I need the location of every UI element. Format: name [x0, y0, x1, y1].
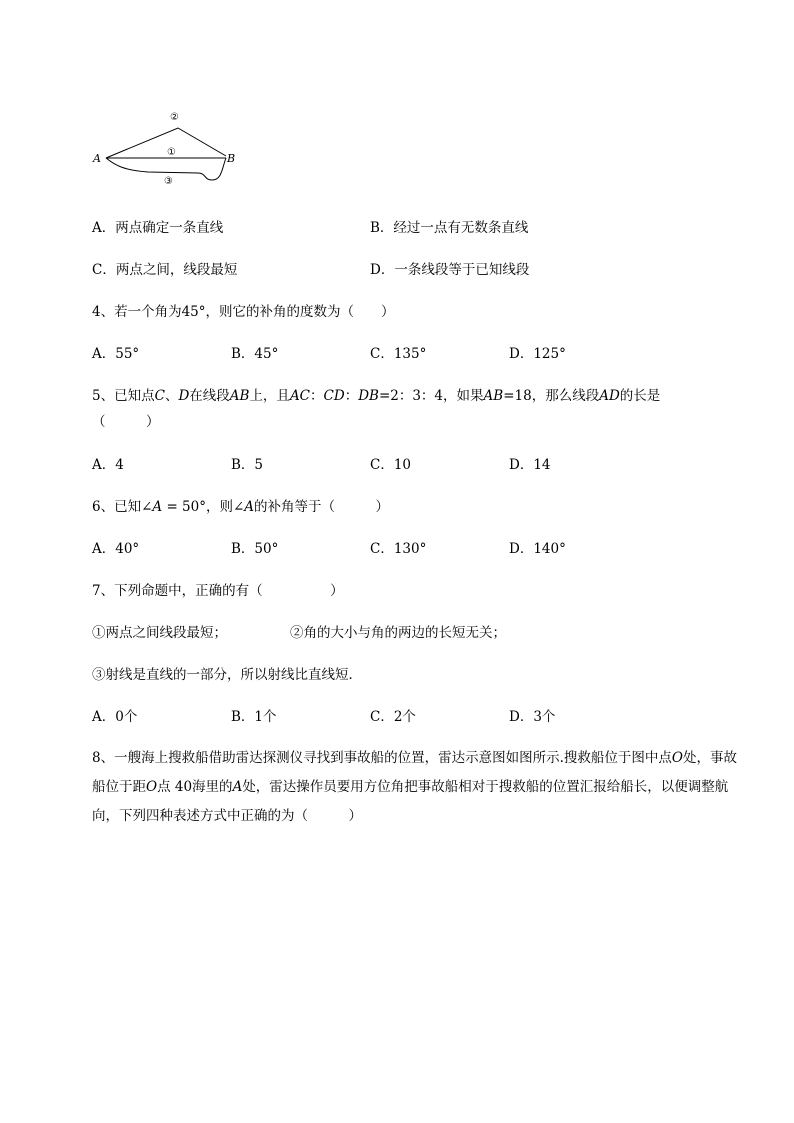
q5-text: 的长是 — [619, 388, 661, 404]
q8-stem — [92, 744, 742, 831]
q6-option-a: A．40° — [92, 541, 140, 557]
point-b-label: B — [227, 152, 236, 165]
q4-stem: 4、若一个角为45°，则它的补角的度数为（ ） — [92, 304, 395, 320]
q3-option-a: A．两点确定一条直线 — [92, 220, 224, 236]
q6-var-a: A — [152, 499, 163, 515]
q5-var-ab2: AB — [483, 388, 504, 404]
q4-option-d: D．125° — [509, 346, 566, 362]
q3-option-d: D．一条线段等于已知线段 — [370, 262, 530, 278]
q6-var-a2: A — [244, 499, 255, 515]
q8-text: 点 40海里的 — [157, 779, 233, 795]
q3-option-b: B．经过一点有无数条直线 — [370, 220, 529, 236]
q5-text: 、 — [164, 388, 179, 404]
q7-option-d: D．3个 — [509, 709, 556, 725]
q5-var-cd: CD — [323, 388, 345, 404]
q6-text: 的补角等于（ ） — [254, 499, 390, 515]
q5-option-a: A．4 — [92, 457, 124, 473]
q6-text: 6、已知∠ — [92, 499, 153, 515]
q5-text: 上，且 — [249, 388, 290, 404]
q3-option-c: C．两点之间，线段最短 — [92, 262, 238, 278]
q5-text: 在线段 — [189, 388, 230, 404]
q8-text: 处，事故船位于距 — [92, 750, 737, 795]
q5-option-b: B．5 — [231, 457, 264, 473]
q7-stem: 7、下列命题中，正确的有（ ） — [92, 583, 344, 599]
q7-item-2: ②角的大小与角的两边的长短无关； — [290, 625, 506, 641]
route-2-path — [106, 128, 226, 158]
route-2-label: ② — [170, 112, 179, 123]
q5-stem — [92, 386, 660, 406]
q7-option-b: B．1个 — [231, 709, 277, 725]
q8-text: 处，雷达操作员要用方位角把事故船相对于搜救船的位置汇报给船长，以便调整航向，下列四种表述方式中正确的为（ ） — [92, 779, 729, 824]
q7-option-a: A．0个 — [92, 709, 138, 725]
q5-var-d: D — [178, 388, 190, 404]
q7-item-3: ③射线是直线的一部分，所以射线比直线短． — [92, 667, 362, 683]
route-3-label: ③ — [164, 176, 173, 186]
q5-option-c: C．10 — [370, 457, 412, 473]
q4-option-a: A．55° — [92, 346, 140, 362]
q5-text: =18，那么线段 — [503, 388, 600, 404]
q6-option-c: C．130° — [370, 541, 427, 557]
q7-item-1: ①两点之间线段最短； — [92, 625, 227, 641]
q4-option-c: C．135° — [370, 346, 427, 362]
q4-option-b: B．45° — [231, 346, 279, 362]
point-a-label: A — [93, 152, 101, 165]
route-figure — [88, 106, 248, 186]
q5-var-ad: AD — [599, 388, 620, 404]
q5-var-db: DB — [358, 388, 379, 404]
q5-paren: （ ） — [92, 414, 160, 430]
q6-option-d: D．140° — [509, 541, 566, 557]
q5-var-ac: AC — [289, 388, 311, 404]
q8-var-o2: O — [146, 779, 158, 795]
q5-option-d: D．14 — [509, 457, 551, 473]
q6-option-b: B．50° — [231, 541, 279, 557]
q5-var-ab: AB — [229, 388, 250, 404]
q6-stem — [92, 497, 389, 517]
q8-var-o: O — [671, 750, 683, 766]
q5-var-c: C — [154, 388, 165, 404]
route-1-label: ① — [167, 147, 176, 158]
q5-text: =2：3：4，如果 — [378, 388, 484, 404]
q5-text: ： — [344, 388, 359, 404]
q5-text: 5、已知点 — [92, 388, 155, 404]
q7-option-c: C．2个 — [370, 709, 416, 725]
q8-text: 8、一艘海上搜救船借助雷达探测仪寻找到事故船的位置，雷达示意图如图所示.搜救船位于图中点 — [92, 750, 672, 766]
q6-text: = 50°，则∠ — [162, 499, 245, 515]
q8-var-a: A — [232, 779, 243, 795]
q5-text: ： — [310, 388, 324, 404]
